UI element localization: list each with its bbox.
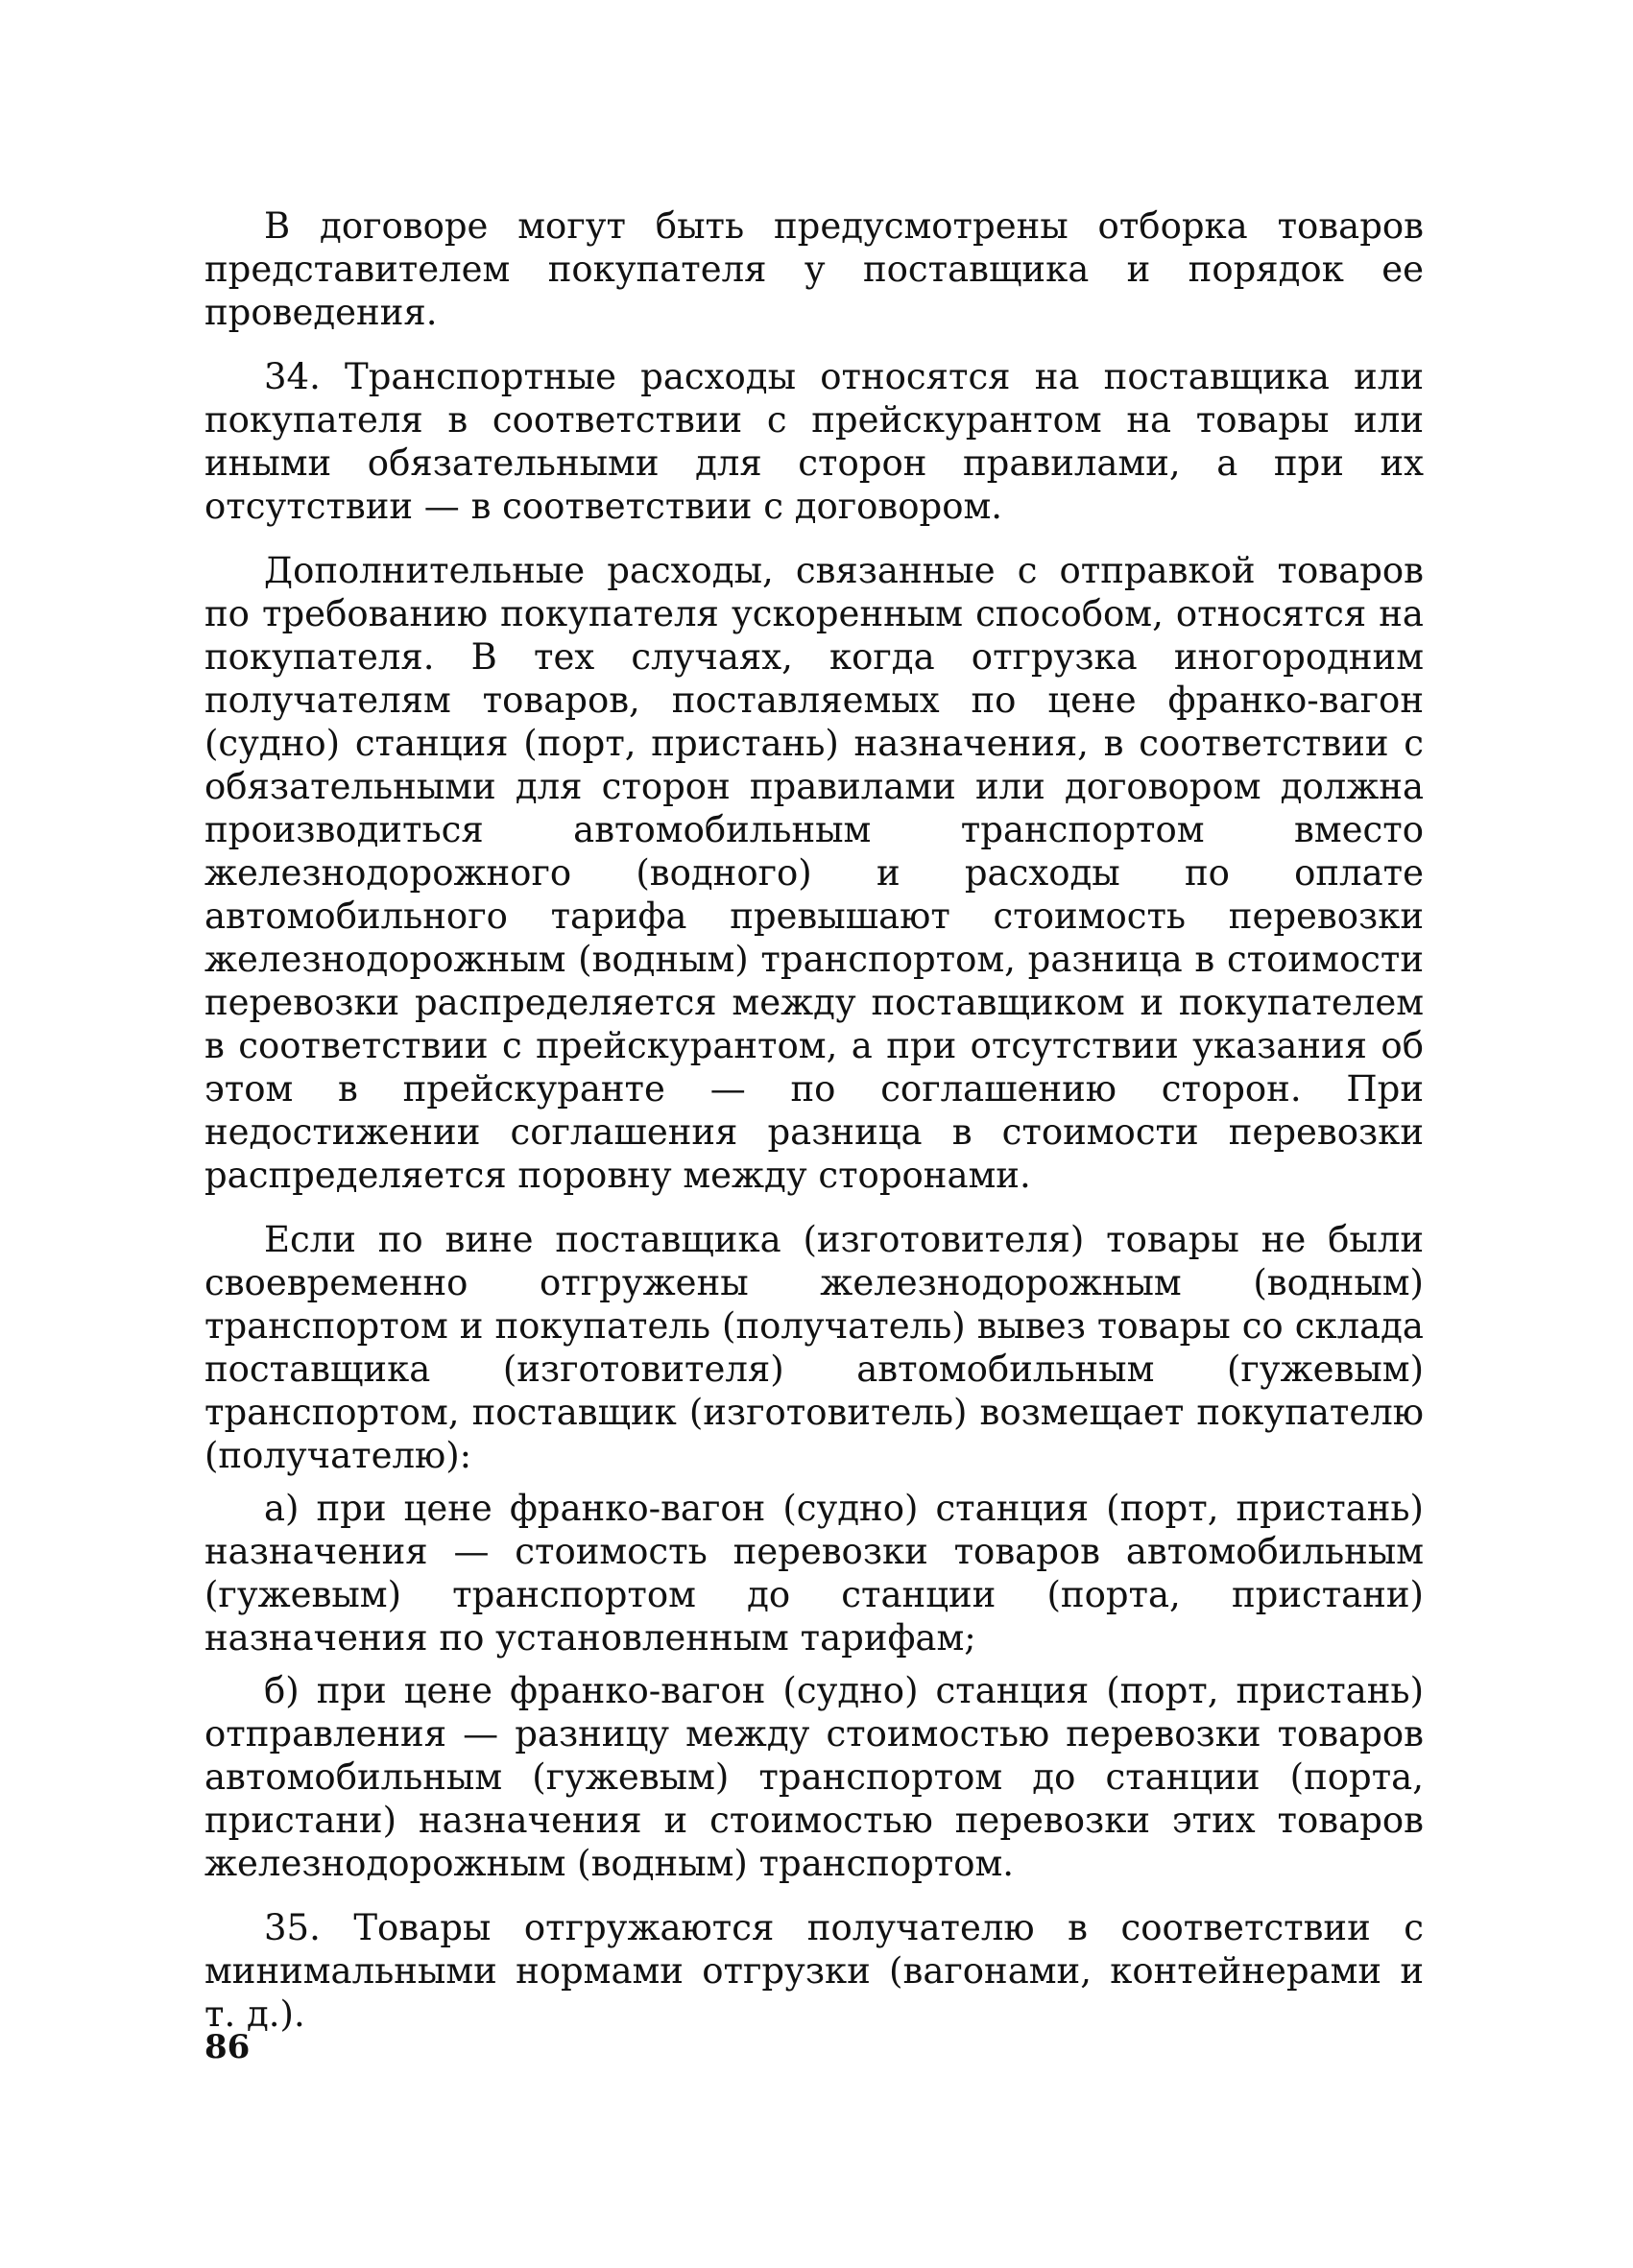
paragraph-supplier-fault: Если по вине поставщика (изготовителя) товары не были своевременно отгружены железнодорожным (водным) транспортом и покупатель (получатель) вывез товары со склада поставщика (изготовителя) автомобильным (гужевым) транспортом, поставщик (изготовитель) возмещает покупателю (получателю): <box>204 1219 1424 1476</box>
paragraph-34-transport-costs: 34. Транспортные расходы относятся на поставщика или покупателя в соответствии с прейскурантом на товары или иными обязательными для сторон правилами, а при их отсутствии — в соответствии с договором. <box>204 356 1424 527</box>
paragraph-additional-costs: Дополнительные расходы, связанные с отправкой товаров по требованию покупателя ускоренным способом, относятся на покупателя. В тех случаях, когда отгрузка иногородним получателям товаров, поставляемых по цене франко-вагон (судно) станция (порт, пристань) назначения, в соответствии с обязательными для сторон правилами или договором должна производиться автомобильным транспортом вместо железнодорожного (водного) и расходы по оплате автомобильного тарифа превышают стоимость перевозки железнодорожным (водным) транспортом, разница в стоимости перевозки распределяется между поставщиком и покупателем в соответствии с прейскурантом, а при отсутствии указания об этом в прейскуранте — по соглашению сторон. При недостижении соглашения разница в стоимости перевозки распределяется поровну между сторонами. <box>204 550 1424 1196</box>
paragraph-35-shipment-norms: 35. Товары отгружаются получателю в соответствии с минимальными нормами отгрузки (вагонами, контейнерами и т. д.). <box>204 1907 1424 2035</box>
document-page <box>204 204 1424 2057</box>
page-number: 86 <box>204 2028 251 2066</box>
paragraph-item-a: а) при цене франко-вагон (судно) станция (порт, пристань) назначения — стоимость перевозки товаров автомобильным (гужевым) транспортом до станции (порта, пристани) назначения по установленным тарифам; <box>204 1488 1424 1659</box>
paragraph-selection-clause: В договоре могут быть предусмотрены отборка товаров представителем покупателя у поставщика и порядок ее проведения. <box>204 205 1424 333</box>
paragraph-item-b: б) при цене франко-вагон (судно) станция (порт, пристань) отправления — разницу между стоимостью перевозки товаров автомобильным (гужевым) транспортом до станции (порта, пристани) назначения и стоимостью перевозки этих товаров железнодорожным (водным) транспортом. <box>204 1670 1424 1884</box>
